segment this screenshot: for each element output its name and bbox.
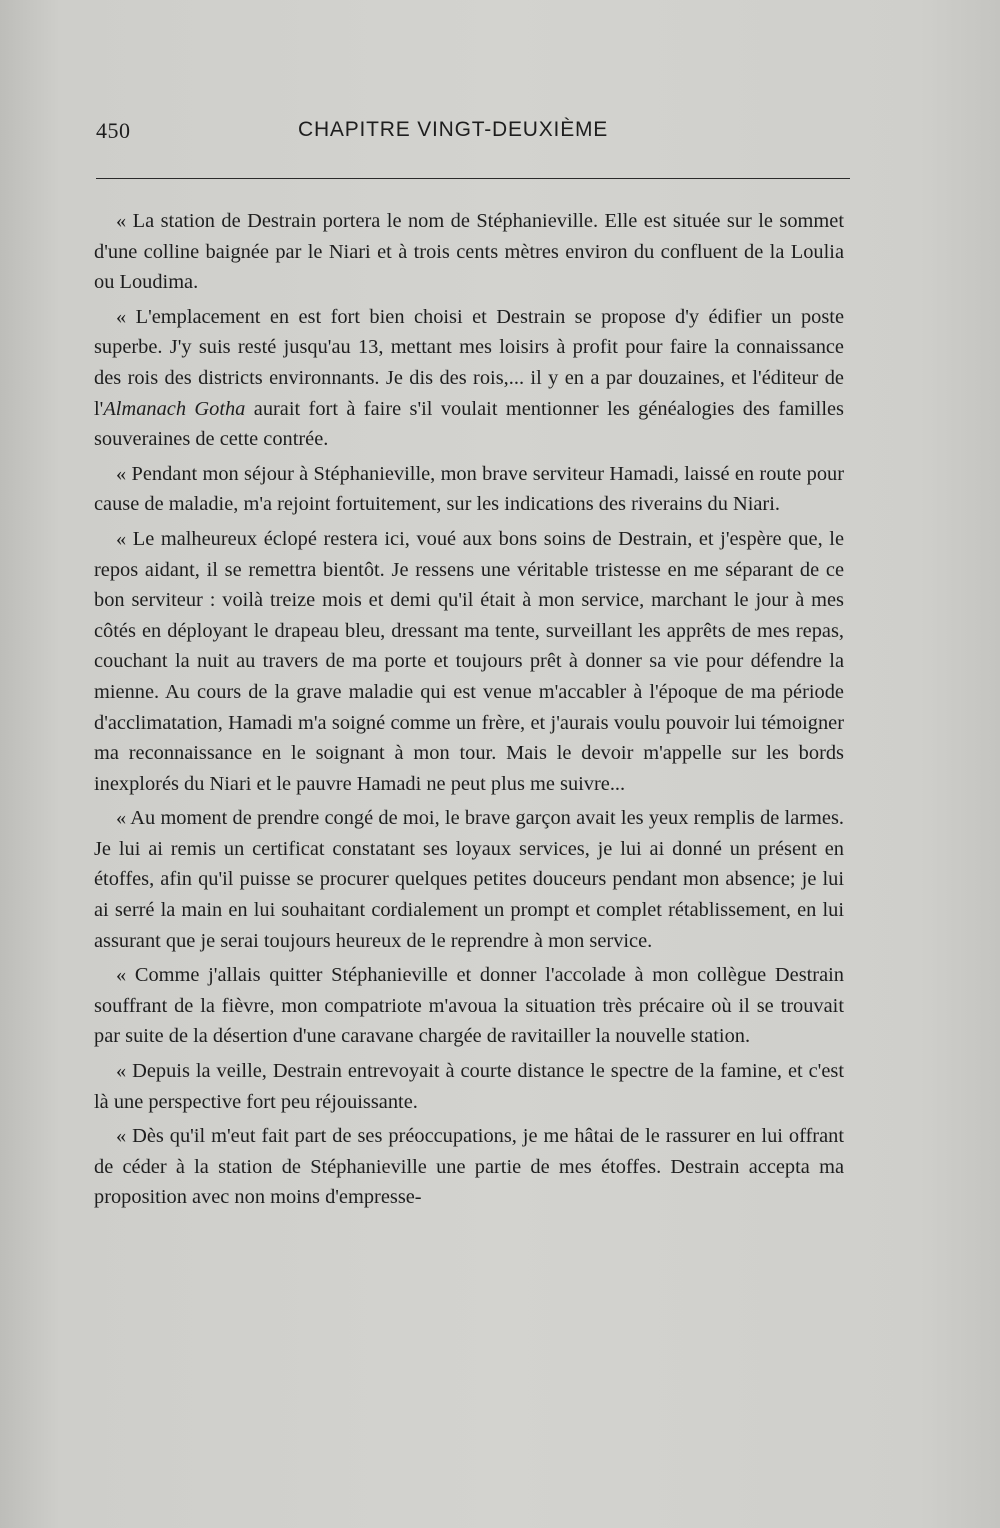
header-rule [96, 178, 850, 179]
paragraph-3: « Pendant mon séjour à Stéphanieville, mon brave serviteur Hamadi, laissé en route pour cause de maladie, m'a rejoint fortuitement, sur les indications des riverains du Niari. [94, 462, 844, 516]
almanach-title: Almanach Gotha [103, 397, 246, 420]
paragraph-6: « Comme j'allais quitter Stéphanieville et donner l'accolade à mon collègue Destrain souffrant de la fièvre, mon compatriote m'avoua la situation très précaire où il se trouvait par suite de la désertion d'une caravane chargée de ravitailler la nouvelle station. [94, 964, 844, 1048]
page-header [96, 118, 850, 152]
paragraph-8: « Dès qu'il m'eut fait part de ses préoccupations, je me hâtai de le rassurer en lui offrant de céder à la station de Stéphanieville une partie de mes étoffes. Destrain accepta ma proposition avec non moins d'empresse- [94, 1125, 844, 1209]
paragraph-5: « Au moment de prendre congé de moi, le brave garçon avait les yeux remplis de larmes. Je lui ai remis un certificat constatant ses loyaux services, je lui ai donné un présent en étoffes, afin qu'il puisse se procurer quelques petites douceurs pendant mon absence; je lui ai serré la main en lui souhaitant cordialement un prompt et complet rétablissement, en lui assurant que je serai toujours heureux de le reprendre à mon service. [94, 807, 844, 952]
paragraph-2 [94, 302, 844, 455]
paragraph-1: « La station de Destrain portera le nom de Stéphanieville. Elle est située sur le sommet d'une colline baignée par le Niari et à trois cents mètres environ du confluent de la Loulia ou Loudima. [94, 210, 844, 294]
body-text [94, 206, 844, 1213]
paragraph-4: « Le malheureux éclopé restera ici, voué aux bons soins de Destrain, et j'espère que, le repos aidant, il se remettra bientôt. Je ressens une véritable tristesse en me séparant de ce bon serviteur : voilà treize mois et demi qu'il était à mon service, marchant le jour à mes côtés en déployant le drapeau bleu, dressant ma tente, surveillant les apprêts de mes repas, couchant la nuit au travers de ma porte et toujours prêt à donner sa vie pour défendre la mienne. Au cours de la grave maladie qui est venue m'accabler à l'époque de ma période d'acclimatation, Hamadi m'a soigné comme un frère, et j'aurais voulu pouvoir lui témoigner ma reconnaissance en le soignant à mon tour. Mais le devoir m'appelle sur les bords inexplorés du Niari et le pauvre Hamadi ne peut plus me suivre... [94, 527, 844, 795]
page-number: 450 [96, 118, 131, 143]
paragraph-7: « Depuis la veille, Destrain entrevoyait à courte distance le spectre de la famine, et c'est là une perspective fort peu réjouissante. [94, 1060, 844, 1113]
paragraph-2-text-before: « L'emplacement en est fort bien choisi et Destrain se propose d'y édifier un poste superbe. J'y suis resté jusqu'au 13, mettant mes loisirs à profit pour faire la connaissance des rois des districts environnants. Je dis des rois,... il y en a par douzaines, et l'éditeur de l' [94, 305, 844, 420]
paragraph-2-text-after: aurait fort à faire s'il voulait mentionner les généalogies des familles souveraines de cette contrée. [94, 397, 844, 451]
running-head: CHAPITRE VINGT-DEUXIÈME [298, 118, 609, 141]
